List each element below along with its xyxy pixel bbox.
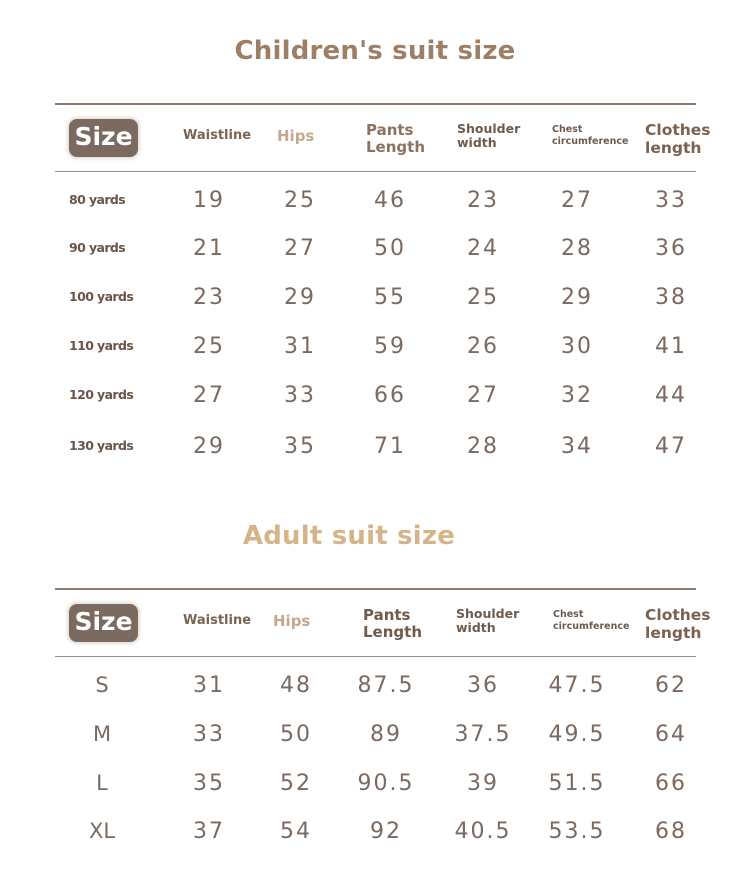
children-header-hips: Hips <box>277 127 315 145</box>
children-cell-pants-length: 50 <box>374 236 406 261</box>
adult-row-size-label: XL <box>88 819 116 843</box>
children-row-size-label: 110 yards <box>69 338 134 353</box>
children-cell-hips: 25 <box>284 188 316 213</box>
children-header-top-rule <box>55 103 696 105</box>
adult-header-shoulder-width <box>456 607 519 636</box>
adult-cell-waistline: 37 <box>193 819 225 844</box>
adult-header-top-rule <box>55 588 696 590</box>
children-header-chest-line1: Chest <box>552 124 583 135</box>
children-row-size-label: 100 yards <box>69 289 134 304</box>
adult-header-pants-length <box>363 607 422 642</box>
adult-header-clothes-line1: Clothes <box>645 606 711 624</box>
children-header-pants-line1: Pants <box>366 121 414 139</box>
children-cell-waistline: 21 <box>193 236 225 261</box>
children-cell-hips: 33 <box>284 383 316 408</box>
adult-header-chest-circumference <box>553 609 629 634</box>
children-cell-clothes-length: 47 <box>655 434 687 459</box>
children-cell-chest-circumference: 27 <box>561 188 593 213</box>
children-header-clothes-length <box>645 122 711 158</box>
adult-header-shoulder-line1: Shoulder <box>456 606 520 621</box>
children-row-size-label: 90 yards <box>69 240 126 255</box>
adult-cell-clothes-length: 64 <box>655 722 687 747</box>
children-cell-chest-circumference: 28 <box>561 236 593 261</box>
adult-cell-pants-length: 87.5 <box>357 673 415 698</box>
adult-header-pants-line2: Length <box>363 623 422 642</box>
children-row-size-label: 120 yards <box>69 387 134 402</box>
adult-header-chest-line1: Chest <box>553 609 584 620</box>
children-header-waistline: Waistline <box>183 128 252 143</box>
adult-cell-shoulder-width: 37.5 <box>454 722 512 747</box>
children-cell-waistline: 23 <box>193 285 225 310</box>
children-cell-pants-length: 55 <box>374 285 406 310</box>
children-cell-clothes-length: 44 <box>655 383 687 408</box>
children-row-size-label: 80 yards <box>69 192 126 207</box>
adult-cell-pants-length: 89 <box>370 722 402 747</box>
children-header-pants-line2: Length <box>366 138 425 157</box>
children-cell-chest-circumference: 34 <box>561 434 593 459</box>
children-cell-pants-length: 71 <box>374 434 406 459</box>
adult-header-clothes-line2: length <box>645 623 702 642</box>
children-cell-hips: 31 <box>284 334 316 359</box>
adult-row-size-label: M <box>92 722 112 746</box>
children-cell-clothes-length: 41 <box>655 334 687 359</box>
adult-cell-waistline: 31 <box>193 673 225 698</box>
children-cell-shoulder-width: 27 <box>467 383 499 408</box>
adult-row-size-label: S <box>95 673 109 697</box>
children-header-clothes-line2: length <box>645 138 702 157</box>
children-header-shoulder-line2: width <box>457 135 497 151</box>
adult-cell-pants-length: 92 <box>370 819 402 844</box>
children-cell-pants-length: 66 <box>374 383 406 408</box>
adult-cell-clothes-length: 62 <box>655 673 687 698</box>
children-cell-clothes-length: 33 <box>655 188 687 213</box>
adult-header-chest-line2: circumference <box>553 621 630 633</box>
children-cell-pants-length: 59 <box>374 334 406 359</box>
children-cell-chest-circumference: 32 <box>561 383 593 408</box>
adult-cell-waistline: 35 <box>193 771 225 796</box>
adult-cell-clothes-length: 68 <box>655 819 687 844</box>
children-header-chest-line2: circumference <box>552 136 629 148</box>
children-cell-chest-circumference: 30 <box>561 334 593 359</box>
children-cell-shoulder-width: 24 <box>467 236 499 261</box>
children-table-title: Children's suit size <box>234 36 516 66</box>
adult-size-badge: Size <box>69 604 138 642</box>
adult-cell-hips: 50 <box>280 722 312 747</box>
children-cell-pants-length: 46 <box>374 188 406 213</box>
children-cell-shoulder-width: 28 <box>467 434 499 459</box>
adult-cell-waistline: 33 <box>193 722 225 747</box>
children-header-shoulder-line1: Shoulder <box>457 121 521 136</box>
children-cell-shoulder-width: 23 <box>467 188 499 213</box>
children-header-chest-circumference <box>552 124 628 149</box>
adult-header-hips: Hips <box>273 612 311 630</box>
adult-cell-shoulder-width: 39 <box>467 771 499 796</box>
children-size-badge: Size <box>69 119 138 157</box>
adult-cell-chest-circumference: 53.5 <box>548 819 606 844</box>
children-header-clothes-line1: Clothes <box>645 121 711 139</box>
adult-header-shoulder-line2: width <box>456 620 496 636</box>
adult-cell-shoulder-width: 40.5 <box>454 819 512 844</box>
adult-table-title: Adult suit size <box>242 521 456 551</box>
adult-cell-pants-length: 90.5 <box>357 771 415 796</box>
adult-row-size-label: L <box>96 771 108 795</box>
adult-header-waistline: Waistline <box>183 613 252 628</box>
adult-cell-hips: 52 <box>280 771 312 796</box>
children-header-shoulder-width <box>457 122 520 151</box>
adult-cell-hips: 48 <box>280 673 312 698</box>
children-cell-hips: 35 <box>284 434 316 459</box>
adult-cell-chest-circumference: 47.5 <box>548 673 606 698</box>
adult-header-clothes-length <box>645 607 711 643</box>
children-cell-waistline: 29 <box>193 434 225 459</box>
children-cell-waistline: 19 <box>193 188 225 213</box>
adult-header-bottom-rule <box>55 656 696 657</box>
children-cell-shoulder-width: 25 <box>467 285 499 310</box>
children-row-size-label: 130 yards <box>69 438 134 453</box>
adult-cell-clothes-length: 66 <box>655 771 687 796</box>
adult-cell-shoulder-width: 36 <box>467 673 499 698</box>
children-cell-waistline: 27 <box>193 383 225 408</box>
adult-cell-chest-circumference: 51.5 <box>548 771 606 796</box>
adult-cell-chest-circumference: 49.5 <box>548 722 606 747</box>
children-cell-clothes-length: 38 <box>655 285 687 310</box>
children-cell-hips: 27 <box>284 236 316 261</box>
adult-cell-hips: 54 <box>280 819 312 844</box>
children-cell-waistline: 25 <box>193 334 225 359</box>
children-header-pants-length <box>366 122 425 157</box>
children-header-bottom-rule <box>55 171 696 172</box>
children-cell-clothes-length: 36 <box>655 236 687 261</box>
children-cell-shoulder-width: 26 <box>467 334 499 359</box>
children-cell-hips: 29 <box>284 285 316 310</box>
adult-header-pants-line1: Pants <box>363 606 411 624</box>
children-cell-chest-circumference: 29 <box>561 285 593 310</box>
